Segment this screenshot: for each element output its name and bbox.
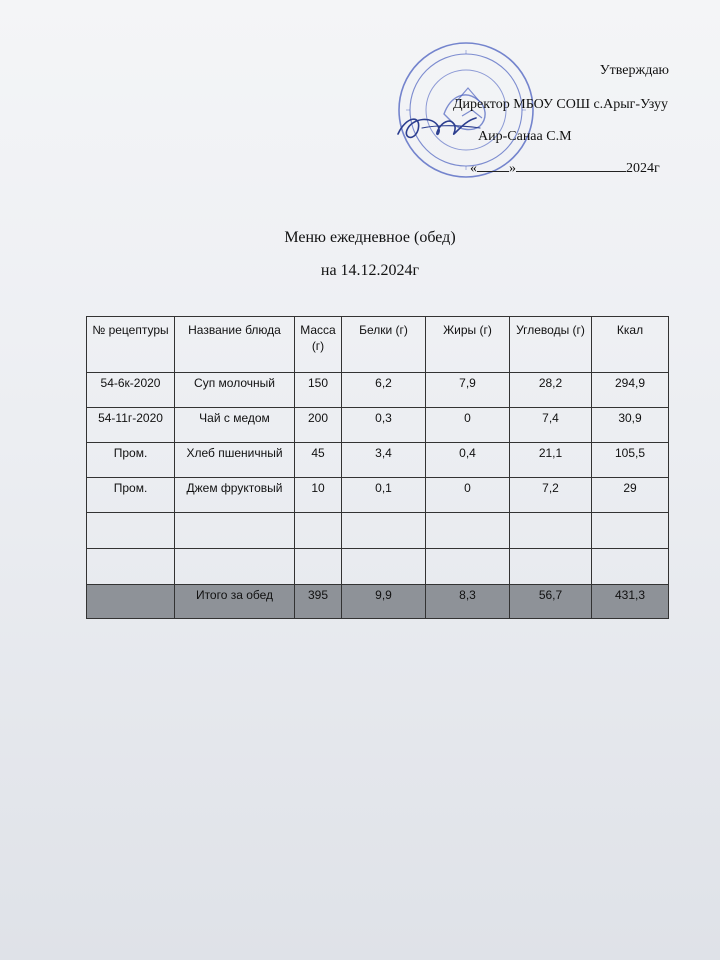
header-dish-name: Название блюда — [175, 317, 295, 373]
cell-dish-name: Хлеб пшеничный — [175, 443, 295, 478]
empty-cell — [426, 513, 510, 549]
header-kcal: Ккал — [592, 317, 669, 373]
table-row-empty — [87, 549, 669, 585]
cell-mass: 10 — [295, 478, 342, 513]
cell-kcal: 105,5 — [592, 443, 669, 478]
cell-mass: 45 — [295, 443, 342, 478]
empty-cell — [295, 549, 342, 585]
header-proteins: Белки (г) — [342, 317, 426, 373]
menu-date: на 14.12.2024г — [320, 262, 420, 279]
menu-table — [86, 316, 669, 619]
date-year: 2024г — [626, 161, 660, 176]
total-label: Итого за обед — [175, 585, 295, 619]
cell-dish-name: Джем фруктовый — [175, 478, 295, 513]
empty-cell — [592, 549, 669, 585]
table-header-row — [87, 317, 669, 373]
date-close-quote: » — [509, 161, 516, 176]
total-kcal: 431,3 — [592, 585, 669, 619]
date-open-quote: « — [470, 161, 477, 176]
empty-cell — [342, 549, 426, 585]
cell-fats: 0,4 — [426, 443, 510, 478]
header-recipe-number: № рецептуры — [87, 317, 175, 373]
empty-cell — [342, 513, 426, 549]
date-day-blank — [477, 159, 509, 172]
empty-cell — [87, 549, 175, 585]
director-signature — [392, 108, 484, 148]
approval-director-name: Аир-Санаа С.М — [478, 129, 572, 144]
cell-mass: 200 — [295, 408, 342, 443]
cell-recipe-number: 54-11г-2020 — [87, 408, 175, 443]
cell-dish-name: Чай с медом — [175, 408, 295, 443]
cell-fats: 0 — [426, 408, 510, 443]
header-carbs: Углеводы (г) — [510, 317, 592, 373]
approval-label: Утверждаю — [599, 63, 669, 78]
empty-cell — [175, 549, 295, 585]
cell-recipe-number: Пром. — [87, 478, 175, 513]
cell-fats: 7,9 — [426, 373, 510, 408]
cell-proteins: 3,4 — [342, 443, 426, 478]
empty-cell — [510, 513, 592, 549]
cell-kcal: 29 — [592, 478, 669, 513]
cell-carbs: 21,1 — [510, 443, 592, 478]
cell-kcal: 30,9 — [592, 408, 669, 443]
table-row — [87, 408, 669, 443]
table-total-row — [87, 585, 669, 619]
table-row-empty — [87, 513, 669, 549]
empty-cell — [510, 549, 592, 585]
table-row — [87, 443, 669, 478]
empty-cell — [175, 513, 295, 549]
cell-recipe-number: 54-6к-2020 — [87, 373, 175, 408]
cell-proteins: 0,3 — [342, 408, 426, 443]
approval-date-line — [470, 159, 660, 177]
total-mass: 395 — [295, 585, 342, 619]
total-cell-empty — [87, 585, 175, 619]
cell-mass: 150 — [295, 373, 342, 408]
total-fats: 8,3 — [426, 585, 510, 619]
date-month-blank — [516, 159, 626, 172]
empty-cell — [592, 513, 669, 549]
cell-proteins: 0,1 — [342, 478, 426, 513]
cell-proteins: 6,2 — [342, 373, 426, 408]
table-row — [87, 478, 669, 513]
cell-kcal: 294,9 — [592, 373, 669, 408]
empty-cell — [87, 513, 175, 549]
cell-carbs: 7,2 — [510, 478, 592, 513]
cell-recipe-number: Пром. — [87, 443, 175, 478]
menu-title: Меню ежедневное (обед) — [284, 229, 456, 246]
cell-carbs: 28,2 — [510, 373, 592, 408]
cell-dish-name: Суп молочный — [175, 373, 295, 408]
cell-carbs: 7,4 — [510, 408, 592, 443]
empty-cell — [295, 513, 342, 549]
table-row — [87, 373, 669, 408]
header-mass: Масса (г) — [295, 317, 342, 373]
empty-cell — [426, 549, 510, 585]
total-carbs: 56,7 — [510, 585, 592, 619]
approval-director-position: Директор МБОУ СОШ с.Арыг-Узуу — [452, 97, 668, 112]
total-proteins: 9,9 — [342, 585, 426, 619]
cell-fats: 0 — [426, 478, 510, 513]
header-fats: Жиры (г) — [426, 317, 510, 373]
